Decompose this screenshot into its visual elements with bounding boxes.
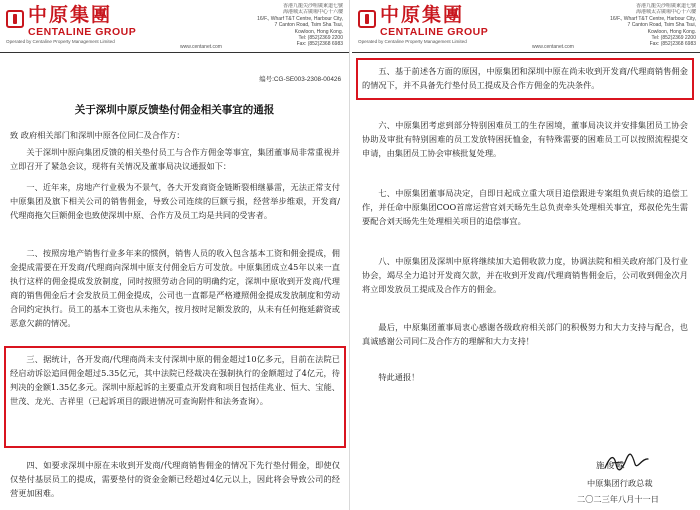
- paragraph-5: 五、基于前述各方面的原因，中原集团和深圳中原在尚未收到开发商/代理商销售佣金的情况下，并不具备先行垫付员工提成及合作方佣金的先决条件。: [362, 66, 688, 90]
- paragraph-2: 二、按照房地产销售行业多年来的惯例，销售人员的收入包含基本工资和佣金提成，佣金提成需要在开发商/代理商向深圳中原支付佣金后方可发放。中原集团成立45年以来一直执行这样的佣金提成发放制度，同时按照劳动合同的明确约定，深圳中原收到开发商/代理商的销售佣金后才会发放员工佣金提成，公司也一直都是严格遵照佣金提成发放制度和劳动合同约定执行。员工的基本工资也从未拖欠，按月按时足额发放的，从未有任何拖延薪资或恶意欠薪的情况。: [10, 248, 340, 328]
- address-line: Kowloon, Hong Kong.: [647, 28, 696, 35]
- logo-operated-by: Operated by Centaline Property Management Limited: [358, 39, 467, 44]
- centaline-logo: [358, 4, 488, 48]
- paragraph-notice: 特此通报！: [378, 372, 420, 382]
- address-block: [253, 3, 343, 48]
- address-line: Fax: (852)2368 6983: [649, 41, 696, 48]
- address-line: 香港九龍尖沙咀廣東道七號: [282, 3, 343, 9]
- logo-cn: 中原集團: [28, 4, 113, 26]
- centaline-mark-icon: [358, 10, 376, 28]
- letterhead: [352, 0, 700, 52]
- centaline-mark-icon: [6, 10, 24, 28]
- address-line: Tel: (852)2369 2200: [651, 35, 696, 42]
- website: www.centanet.com: [532, 44, 574, 50]
- centaline-logo: [6, 4, 136, 48]
- address-line: 7 Canton Road, Tsim Sha Tsui,: [274, 22, 343, 29]
- logo-en: CENTALINE GROUP: [380, 26, 489, 38]
- logo-cn: 中原集團: [380, 4, 465, 26]
- address-line: 16/F., Wharf T&T Centre, Harbour City,: [257, 15, 343, 22]
- website: www.centanet.com: [180, 44, 222, 50]
- signatory-title: 中原集团行政总裁: [587, 478, 653, 488]
- paragraph-4: 四、如要求深圳中原在未收到开发商/代理商销售佣金的情况下先行垫付佣金，即使仅仅垫付基层员工的提成，需要垫付的资金金额已经超过4亿元以上，因此将会导致公司的经营更加困难。: [10, 460, 340, 498]
- doc-number: 编号:CG-SE003-2308-00426: [259, 76, 341, 83]
- paragraph-closing: 最后，中原集团董事局衷心感谢各级政府相关部门的积极努力和大力支持与配合，也真诚感谢公司同仁及合作方的理解和大力支持！: [362, 322, 688, 346]
- paragraph-3: 三、据统计，各开发商/代理商尚未支付深圳中原的佣金超过10亿多元，目前在法院已经启动诉讼追回佣金超过5.35亿元，其中法院已经裁决在强制执行的金额超过了4亿元，待判决的金额1.35亿多元。深圳中原起诉的主要重点开发商和项目包括佳兆业、恒大、宝能、世茂、龙光、吉祥里（已起诉项目的跟进情况可查询附件和法务查询）。: [10, 354, 340, 406]
- address-line: 7 Canton Road, Tsim Sha Tsui,: [627, 22, 696, 29]
- address-line: 16/F., Wharf T&T Centre, Harbour City,: [610, 15, 696, 22]
- salutation: 致 政府相关部门和深圳中原各位同仁及合作方：: [10, 130, 185, 140]
- logo-operated-by: Operated by Centaline Property Management Limited: [6, 39, 115, 44]
- header-rule: [0, 52, 349, 53]
- address-block: [606, 3, 696, 48]
- notice-title: 关于深圳中原反馈垫付佣金相关事宜的通报: [74, 104, 275, 116]
- address-line: 海港城太古廣場中心十六樓: [635, 9, 696, 16]
- issue-date: 二〇二三年八月十一日: [577, 494, 659, 504]
- right-page: [352, 0, 700, 510]
- address-line: 香港九龍尖沙咀廣東道七號: [635, 3, 696, 9]
- paragraph-6: 六、中原集团考虑到部分特别困难员工的生存困境，董事局决议并安排集团员工协会协助及审批有特别困难的员工发放特困抚恤金，有特殊需要的困难员工可以按照流程提交申请，由集团员工协会审核批复处理。: [362, 120, 688, 158]
- address-line: Tel: (852)2369 2200: [298, 35, 343, 42]
- header-rule: [352, 52, 700, 53]
- address-line: Kowloon, Hong Kong.: [294, 28, 343, 35]
- paragraph-7: 七、中原集团董事局决定，自即日起成立重大项目追偿跟进专案组负责后续的追偿工作，并任命中原集团COO首席运营官刘天旸先生总负责牵头处理相关事宜，郑叔伦先生需要配合刘天旸先生处理相关项目的追偿事宜。: [362, 188, 688, 226]
- signatory-name: 施俊嵘: [596, 460, 627, 470]
- address-line: Fax: (852)2368 6983: [296, 41, 343, 48]
- address-line: 海港城太古廣場中心十六樓: [282, 9, 343, 16]
- logo-en: CENTALINE GROUP: [28, 26, 137, 38]
- paragraph-1: 一、近年来，房地产行业极为不景气，各大开发商资金链断裂相继暴雷，无法正常支付中原集团及旗下相关公司的销售佣金，导致公司连续的巨额亏损，经营举步维艰，开发商/代理商拖欠巨额佣金也致使深圳中原、合作方及员工均是共同的受害者。: [10, 182, 340, 220]
- paragraph-intro: 关于深圳中原向集团反馈的相关垫付员工与合作方佣金等事宜，集团董事局非常重视并立即召开了紧急会议，现将有关情况及董事局决议通报如下：: [10, 147, 340, 171]
- paragraph-8: 八、中原集团及深圳中原将继续加大追佣收款力度，协调法院和相关政府部门及行业协会，竭尽全力追讨开发商欠款，并在收到开发商/代理商销售佣金后，公司收到佣金次月将立即发放员工提成及合作方的佣金。: [362, 256, 688, 294]
- letterhead: [0, 0, 349, 52]
